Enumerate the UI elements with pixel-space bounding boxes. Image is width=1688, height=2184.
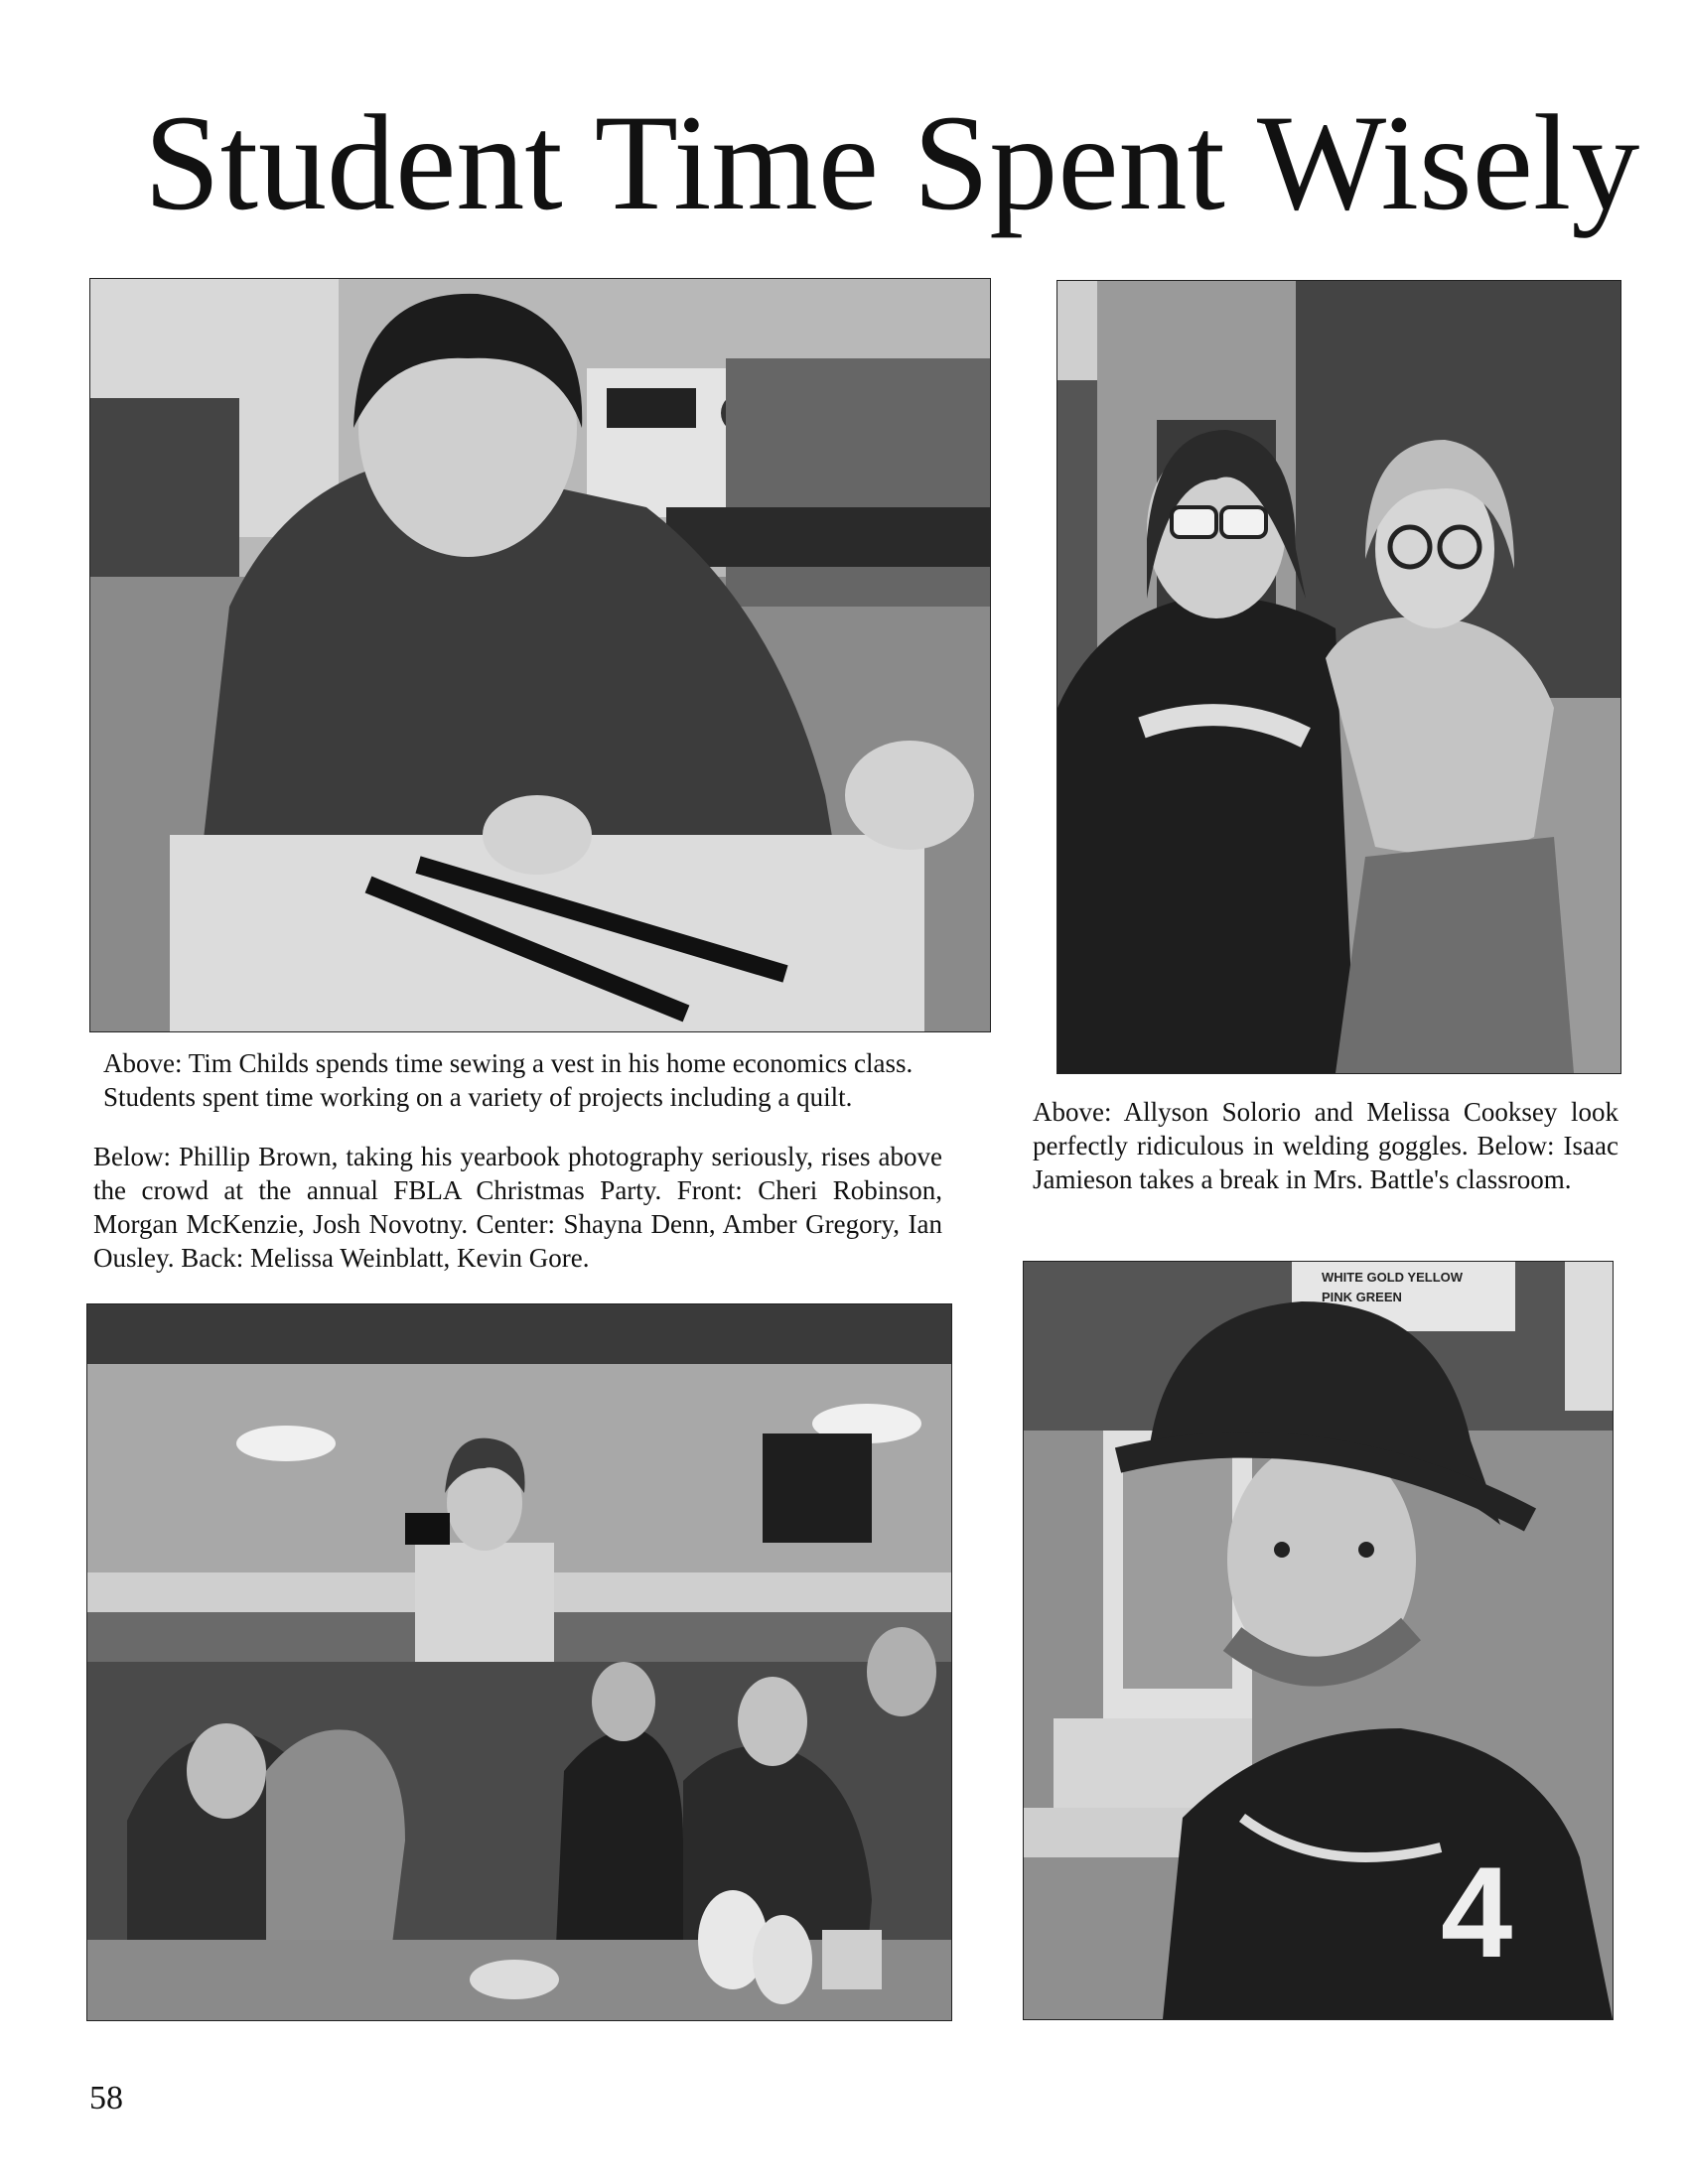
page-title: Student Time Spent Wisely xyxy=(144,86,1640,238)
party-photo-caption xyxy=(93,1140,942,1275)
caption-line: Above: Tim Childs spends time sewing a vest in his home economics class. xyxy=(103,1048,914,1078)
goggles-photo-caption xyxy=(1033,1095,1618,1196)
student-in-hat-photo xyxy=(1023,1261,1614,2020)
sewing-class-photo xyxy=(89,278,991,1032)
caption-text: Below: Phillip Brown, taking his yearbook photography seriously, rises above the crowd at the annual FBLA Christmas Party. Front: Cheri Robinson, Morgan McKenzie, Josh Novotny. Center: Shayna Denn, Amber Gregory, Ian Ousley. Back: Melissa Weinblatt, Kevin Gore. xyxy=(93,1142,942,1273)
caption-text: Above: Allyson Solorio and Melissa Cooksey look perfectly ridiculous in welding goggles. Below: Isaac Jamieson takes a break in Mrs. Battle's classroom. xyxy=(1033,1097,1618,1194)
welding-goggles-photo xyxy=(1056,280,1621,1074)
christmas-party-photo xyxy=(86,1303,952,2021)
jersey-number: 4 xyxy=(1441,1840,1513,1984)
poster-color-text: WHITE GOLD YELLOW xyxy=(1322,1270,1464,1285)
caption-line: Students spent time working on a variety of projects including a quilt. xyxy=(103,1082,853,1112)
page-number: 58 xyxy=(89,2080,123,2116)
sewing-photo-caption xyxy=(103,1046,989,1114)
poster-color-text: PINK GREEN xyxy=(1322,1290,1402,1304)
